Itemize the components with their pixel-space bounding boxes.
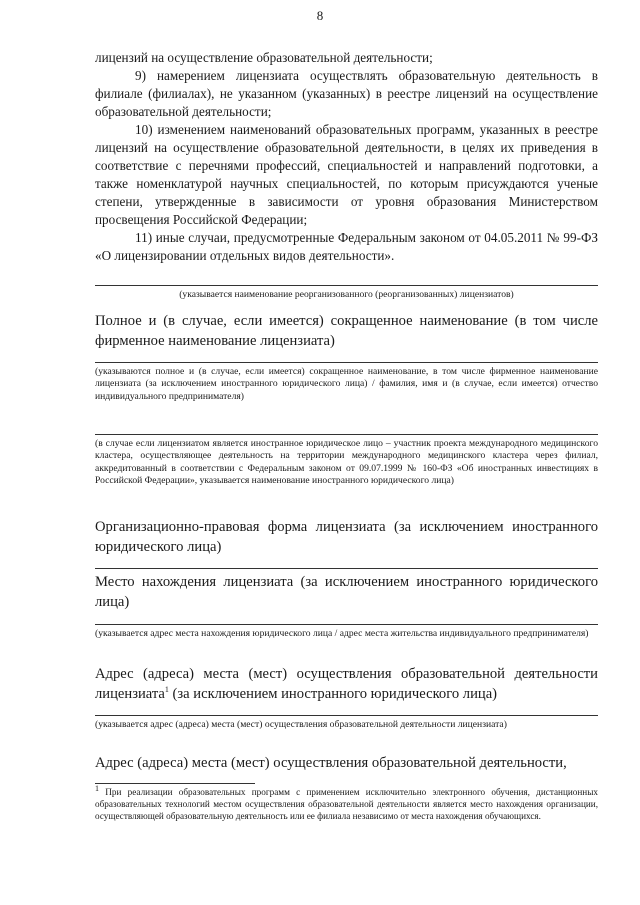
address-title: Адрес (адреса) места (мест) осуществления образовательной деятельности лицензиата$^1$ (за исключением иностранного юридического лица) [95, 666, 598, 702]
footnote [95, 783, 598, 822]
footnote-text: При реализации образовательных программ с применением исключительно электронного обучения, дистанционных образовательных технологий местом осуществления образовательной деятельности является место нахождения организации, осуществляющей образовательную деятельность или ее филиала независимо от места нахождения обучающихся. [95, 787, 598, 821]
page-number: 8 [316, 8, 324, 23]
footnote-mark: 1 [95, 783, 99, 793]
foreign-name-hint: (в случае если лицензиатом является иностранное юридическое лицо – участник проекта международного медицинского кластера, осуществляющее деятельность на территории международного медицинского кластера через филиал, аккредитованный в соответствии с Федеральным законом от 09.07.1999 № 160-ФЗ «Об иностранных инвестициях в Российской Федерации», указывается наименование иностранного юридического лица) [95, 438, 598, 486]
address2-title: Адрес (адреса) места (мест) осуществления образовательной деятельности, [95, 755, 567, 771]
full-name-hint: (указываются полное и (в случае, если имеется) сокращенное наименование, в том числе фирменное наименование лицензиата (за исключением иностранного юридического лица) / фамилия, имя и (в случае, если имеется) отчество индивидуального предпринимателя) [95, 366, 598, 402]
location-title: Место нахождения лицензиата (за исключением иностранного юридического лица) [95, 574, 598, 610]
reorg-field-line[interactable] [95, 285, 598, 286]
address-field-line[interactable] [95, 715, 598, 716]
paragraph-10: 10) изменением наименований образовательных программ, указанных в реестре лицензий на осуществление образовательной деятельности, в целях их приведения в соответствие с перечнями профессий, специальностей и направлений подготовки, а также номенклатурой научных специальностей, по которым присуждаются ученые степени, утвержденные в зависимости от уровня образования Министерством просвещения Российской Федерации; [95, 122, 598, 227]
location-hint: (указывается адрес места нахождения юридического лица / адрес места жительства индивидуального предпринимателя) [95, 628, 589, 639]
footnote-ref: 1 [164, 685, 169, 695]
paragraph-11: 11) иные случаи, предусмотренные Федеральным законом от 04.05.2011 № 99-ФЗ «О лицензировании отдельных видов деятельности». [95, 230, 598, 263]
paragraph-8-tail: лицензий на осуществление образовательной деятельности; [95, 50, 433, 65]
address-hint: (указывается адрес (адреса) места (мест) осуществления образовательной деятельности лицензиата) [95, 719, 507, 730]
paragraph-9: 9) намерением лицензиата осуществлять образовательную деятельность в филиале (филиалах), не указанном (указанных) в реестре лицензий на осуществление образовательной деятельности; [95, 68, 598, 119]
full-name-field-line[interactable] [95, 362, 598, 363]
org-form-title: Организационно-правовая форма лицензиата (за исключением иностранного юридического лица) [95, 519, 598, 555]
footnote-separator [95, 783, 255, 784]
foreign-name-field-line[interactable] [95, 434, 598, 435]
reorg-hint: (указывается наименование реорганизованного (реорганизованных) лицензиатов) [179, 289, 514, 300]
full-name-title: Полное и (в случае, если имеется) сокращенное наименование (в том числе фирменное наименование лицензиата) [95, 313, 598, 349]
location-field-line[interactable] [95, 624, 598, 625]
org-form-field-line[interactable] [95, 568, 598, 569]
